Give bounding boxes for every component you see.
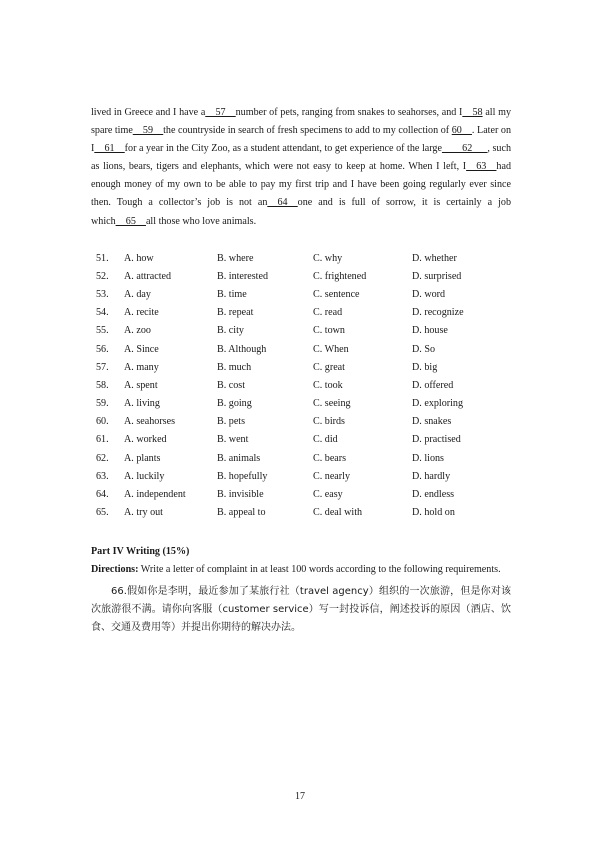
question-row: [96, 340, 516, 358]
question-number: 57.: [96, 361, 109, 373]
option-d: D. surprised: [412, 270, 462, 282]
blank-62: ____62___: [441, 143, 488, 155]
option-b: B. Although: [217, 343, 267, 355]
option-d: D. whether: [412, 252, 457, 264]
option-d: D. house: [412, 325, 448, 337]
question-number: 51.: [96, 252, 109, 264]
passage-segment: all those who love animals.: [145, 215, 257, 227]
option-d: D. hold on: [412, 507, 455, 519]
cloze-passage: [91, 104, 511, 231]
option-d: D. word: [412, 288, 446, 300]
question-number: 63.: [96, 470, 109, 482]
question-number: 52.: [96, 270, 109, 282]
passage-segment: all my spare time: [91, 107, 512, 137]
option-a: A. seahorses: [124, 416, 176, 428]
option-d: D. lions: [412, 452, 444, 464]
question-number: 54.: [96, 307, 109, 319]
question-row: [96, 467, 516, 485]
writing-section: [91, 543, 511, 637]
question-row: [96, 376, 516, 394]
option-a: A. how: [124, 252, 154, 264]
option-b: B. animals: [217, 452, 261, 464]
option-a: A. recite: [124, 307, 159, 319]
option-b: B. repeat: [217, 307, 254, 319]
option-a: A. worked: [124, 434, 167, 446]
option-a: A. living: [124, 398, 160, 410]
option-a: A. zoo: [124, 325, 151, 337]
option-b: B. hopefully: [217, 470, 268, 482]
option-d: D. offered: [412, 379, 454, 391]
writing-prompt: 66.假如你是李明，最近参加了某旅行社（travel agency）组织的一次旅游，但是你对该次旅游很不满。请你向客服（customer service）写一封投诉信，阐述投诉的原因（酒店、饮食、交通及费用等）并提出你期待的解决办法。: [91, 586, 511, 633]
question-number: 59.: [96, 398, 109, 410]
question-number: 61.: [96, 434, 109, 446]
question-row: [96, 485, 516, 503]
option-d: D. snakes: [412, 416, 452, 428]
option-b: B. going: [217, 398, 252, 410]
option-c: C. When: [313, 343, 349, 355]
option-c: C. bears: [313, 452, 347, 464]
option-d: D. practised: [412, 434, 461, 446]
option-a: A. many: [124, 361, 159, 373]
option-b: B. appeal to: [217, 507, 266, 519]
option-c: C. did: [313, 434, 338, 446]
section-title: Part IV Writing (15%): [91, 546, 190, 557]
option-a: A. Since: [124, 343, 159, 355]
passage-segment: . Later on I: [91, 125, 511, 155]
question-row: [96, 322, 516, 340]
option-d: D. So: [412, 343, 435, 355]
passage-segment: the countryside in search of fresh specimens to add to my collection of: [163, 125, 450, 137]
directions-text: Write a letter of complaint in at least 100 words according to the following requirements.: [138, 564, 501, 575]
option-a: A. day: [124, 288, 151, 300]
question-row: [96, 395, 516, 413]
page-number: 17: [295, 791, 305, 802]
option-d: D. big: [412, 361, 438, 373]
option-b: B. cost: [217, 379, 246, 391]
option-b: B. interested: [217, 270, 269, 282]
passage-segment: When I left, I: [408, 161, 467, 173]
option-c: C. great: [313, 361, 345, 373]
question-row: [96, 413, 516, 431]
blank-60: 60__: [451, 125, 472, 137]
question-number: 58.: [96, 379, 109, 391]
option-d: D. hardly: [412, 470, 451, 482]
blank-58: __58: [462, 107, 483, 118]
option-c: C. seeing: [313, 398, 351, 410]
question-number: 65.: [96, 507, 109, 519]
option-c: C. read: [313, 307, 343, 319]
option-c: C. nearly: [313, 470, 350, 482]
blank-59: __59__: [132, 125, 164, 137]
option-a: A. try out: [124, 507, 163, 519]
question-number: 53.: [96, 288, 109, 300]
question-row: [96, 449, 516, 467]
option-a: A. independent: [124, 489, 186, 501]
question-number: 55.: [96, 325, 109, 337]
option-a: A. spent: [124, 379, 158, 391]
question-number: 56.: [96, 343, 109, 355]
passage-segment: one and is full of sorrow, it: [297, 197, 428, 209]
question-row: [96, 249, 516, 267]
answer-options-body: [96, 249, 516, 522]
option-c: C. deal with: [313, 507, 363, 519]
option-c: C. frightened: [313, 270, 367, 282]
passage-segment: for a year in the City Zoo, as a student attendant, to get experience of the: [124, 143, 420, 155]
passage-text: [91, 104, 511, 231]
passage-segment: , such as lions, bears, tigers and elephants, which were not easy to keep at home.: [91, 143, 511, 173]
blank-63: __63__: [466, 161, 497, 173]
question-number: 60.: [96, 416, 109, 428]
blank-65: __65__: [115, 215, 146, 227]
option-a: A. attracted: [124, 270, 172, 282]
option-d: D. exploring: [412, 398, 464, 410]
question-row: [96, 285, 516, 303]
option-d: D. endless: [412, 489, 455, 501]
passage-segment: number of pets, ranging from snakes to seahorses, and I: [235, 107, 463, 118]
blank-61: __61__: [94, 143, 125, 155]
passage-segment: is certainly a job which: [91, 197, 511, 227]
question-number: 64.: [96, 489, 109, 501]
option-c: C. why: [313, 252, 343, 264]
option-b: B. time: [217, 288, 247, 300]
option-b: B. pets: [217, 416, 246, 428]
option-c: C. easy: [313, 489, 343, 501]
question-row: [96, 431, 516, 449]
option-b: B. much: [217, 361, 252, 373]
option-b: B. went: [217, 434, 249, 446]
question-row: [96, 504, 516, 522]
blank-64: __64__: [267, 197, 298, 209]
answer-options-table: [96, 249, 516, 522]
question-row: [96, 304, 516, 322]
option-a: A. plants: [124, 452, 161, 464]
option-c: C. sentence: [313, 288, 360, 300]
question-row: [96, 267, 516, 285]
directions-label: Directions:: [91, 564, 139, 575]
option-b: B. invisible: [217, 489, 264, 501]
directions: [91, 561, 511, 579]
question-row: [96, 358, 516, 376]
option-a: A. luckily: [124, 470, 165, 482]
option-d: D. recognize: [412, 307, 464, 319]
passage-segment: large: [421, 143, 442, 155]
passage-segment: going regularly ever since then. Tough a collector’s job is not an: [91, 179, 511, 209]
option-b: B. where: [217, 252, 254, 264]
blank-57: __57__: [205, 107, 236, 118]
passage-segment: had enough money of my own to be able to pay my first trip and I have been: [91, 161, 511, 191]
option-c: C. birds: [313, 416, 345, 428]
option-c: C. town: [313, 325, 345, 337]
option-c: C. took: [313, 379, 343, 391]
question-number: 62.: [96, 452, 109, 464]
option-b: B. city: [217, 325, 244, 337]
passage-segment: lived in Greece and I have a: [91, 107, 206, 118]
